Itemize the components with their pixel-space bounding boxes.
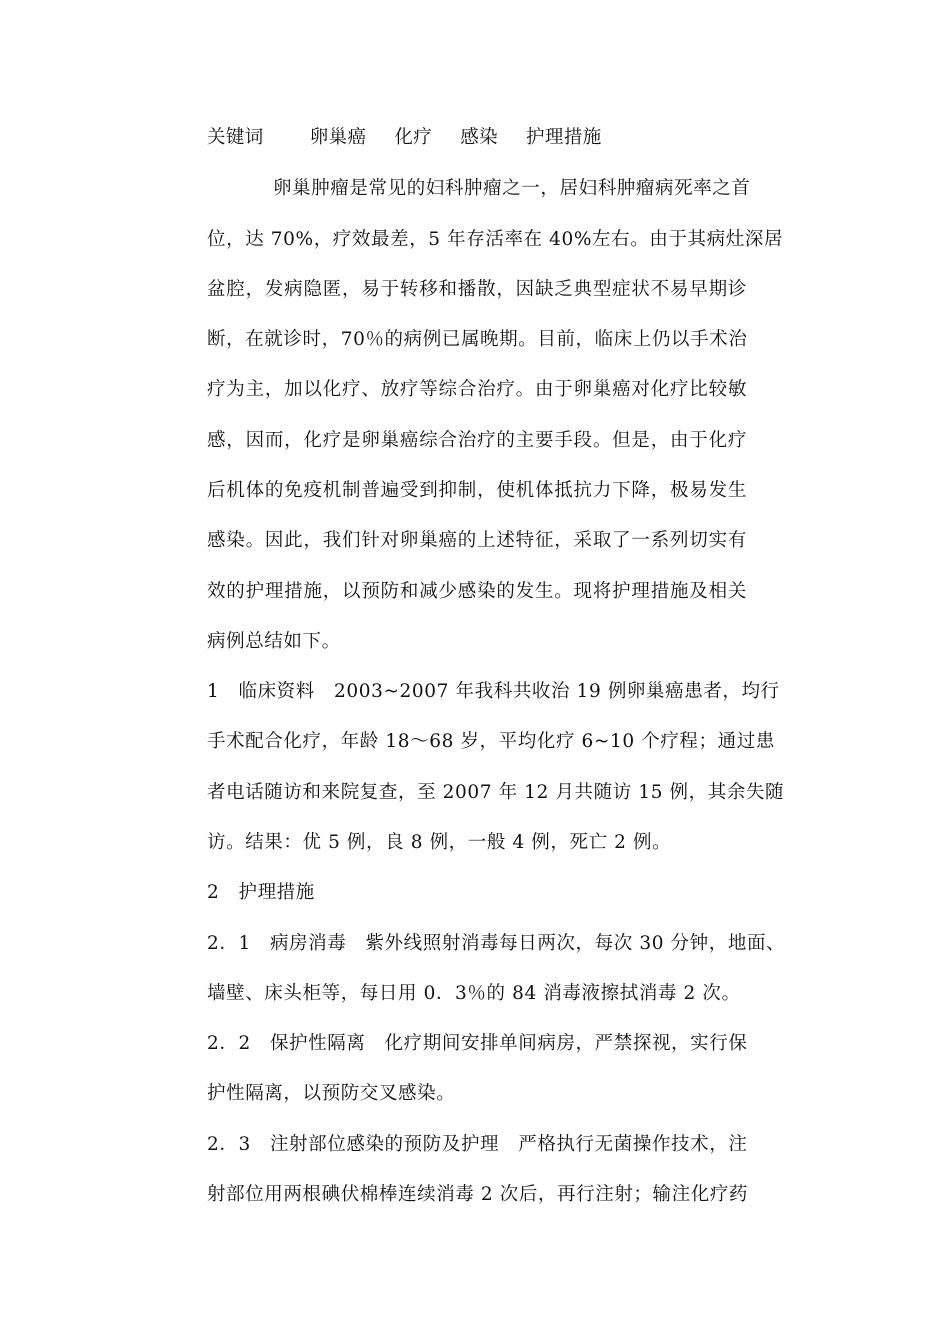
- intro-line: 感染。因此，我们针对卵巢癌的上述特征，采取了一系列切实有: [207, 530, 747, 551]
- intro-line: 疗为主，加以化疗、放疗等综合治疗。由于卵巢癌对化疗比较敏: [207, 379, 747, 400]
- section1-line: 者电话随访和来院复查，至 2007 年 12 月共随访 15 例，其余失随: [207, 782, 785, 803]
- keyword-term: 卵巢癌: [309, 127, 367, 148]
- intro-line: 病例总结如下。: [207, 631, 341, 652]
- intro-line: 感，因而，化疗是卵巢癌综合治疗的主要手段。但是，由于化疗: [207, 430, 747, 451]
- keywords-label: 关键词: [207, 127, 264, 148]
- section2-heading: 2 护理措施: [207, 882, 315, 903]
- section2-1-line: 墙壁、床头柜等，每日用 0．3％的 84 消毒液擦拭消毒 2 次。: [207, 983, 741, 1004]
- section2-2-line: 2．2 保护性隔离 化疗期间安排单间病房，严禁探视，实行保: [207, 1033, 748, 1054]
- section1-line: 1 临床资料 2003~2007 年我科共收治 19 例卵巢癌患者，均行: [207, 681, 780, 702]
- keyword-term: 感染: [460, 127, 499, 148]
- keywords-line: [207, 126, 747, 150]
- intro-line: 断，在就诊时，70％的病例已属晚期。目前，临床上仍以手术治: [207, 329, 748, 350]
- section2-3-line: 2．3 注射部位感染的预防及护理 严格执行无菌操作技术，注: [207, 1134, 748, 1155]
- intro-line: 效的护理措施，以预防和减少感染的发生。现将护理措施及相关: [207, 581, 747, 602]
- section2-1-line: 2．1 病房消毒 紫外线照射消毒每日两次，每次 30 分钟，地面、: [207, 933, 786, 954]
- intro-line: 后机体的免疫机制普遍受到抑制，使机体抵抗力下降，极易发生: [207, 480, 747, 501]
- intro-line: 盆腔，发病隐匿，易于转移和播散，因缺乏典型症状不易早期诊: [207, 279, 747, 300]
- keyword-term: 化疗: [394, 127, 433, 148]
- intro-line: 位，达 70%，疗效最差，5 年存活率在 40%左右。由于其病灶深居: [207, 229, 784, 250]
- section2-3-line: 射部位用两根碘伏棉棒连续消毒 2 次后，再行注射；输注化疗药: [207, 1184, 749, 1205]
- section1-line: 手术配合化疗，年龄 18～68 岁，平均化疗 6~10 个疗程；通过患: [207, 731, 775, 752]
- intro-line: 卵巢肿瘤是常见的妇科肿瘤之一，居妇科肿瘤病死率之首: [273, 178, 751, 199]
- keyword-term: 护理措施: [526, 127, 602, 148]
- section2-2-line: 护性隔离，以预防交叉感染。: [207, 1083, 456, 1104]
- section1-line: 访。结果：优 5 例，良 8 例，一般 4 例，死亡 2 例。: [207, 832, 672, 853]
